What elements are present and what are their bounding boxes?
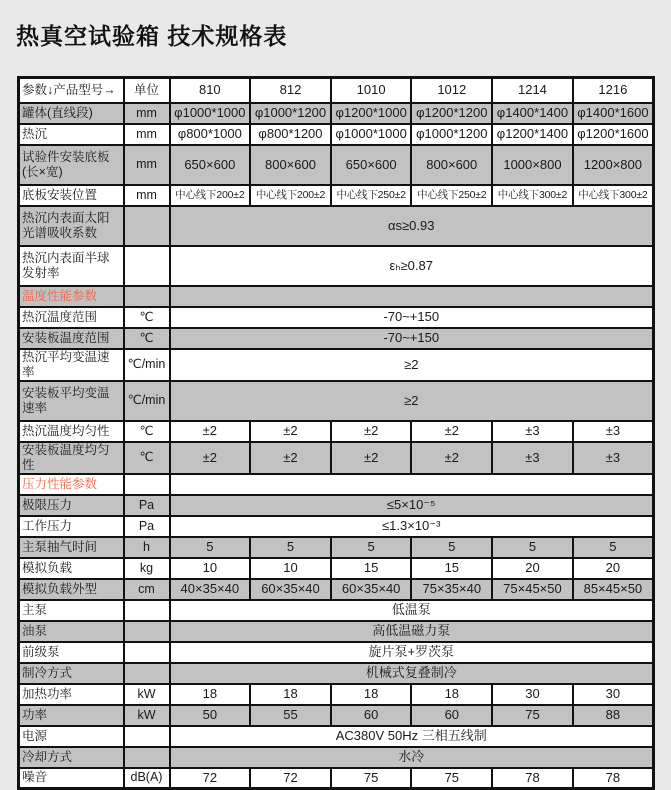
- value-cell: φ1000*1200: [250, 103, 331, 124]
- param-label-cell: 热沉平均变温速率: [19, 349, 124, 381]
- span-value-cell: εₕ≥0.87: [170, 246, 654, 286]
- value-cell: 75×35×40: [411, 579, 492, 600]
- value-cell: 55: [250, 705, 331, 726]
- table-row: [19, 474, 654, 495]
- unit-cell: h: [124, 537, 170, 558]
- value-cell: 85×45×50: [573, 579, 654, 600]
- section-label-cell: 压力性能参数: [19, 474, 124, 495]
- unit-cell: dB(A): [124, 768, 170, 789]
- span-value-cell: 高低温磁力泵: [170, 621, 654, 642]
- value-cell: φ1400*1400: [492, 103, 573, 124]
- table-row: [19, 600, 654, 621]
- value-cell: 75×45×50: [492, 579, 573, 600]
- spec-table: [17, 76, 655, 790]
- table-row: [19, 124, 654, 145]
- table-row: [19, 349, 654, 381]
- value-cell: 78: [573, 768, 654, 789]
- value-cell: 75: [492, 705, 573, 726]
- table-row: [19, 442, 654, 474]
- value-cell: 60×35×40: [250, 579, 331, 600]
- value-cell: 1000×800: [492, 145, 573, 185]
- table-row: [19, 421, 654, 442]
- table-row: [19, 328, 654, 349]
- value-cell: 中心线下250±2: [331, 185, 412, 206]
- param-label-cell: 噪音: [19, 768, 124, 789]
- param-label-cell: 热沉: [19, 124, 124, 145]
- value-cell: φ1000*1200: [411, 124, 492, 145]
- value-cell: φ800*1000: [170, 124, 251, 145]
- value-cell: 10: [170, 558, 251, 579]
- param-label-cell: 加热功率: [19, 684, 124, 705]
- table-row: [19, 558, 654, 579]
- model-header-cell: 1012: [411, 78, 492, 103]
- span-value-cell: -70~+150: [170, 328, 654, 349]
- unit-cell: kg: [124, 558, 170, 579]
- value-cell: φ1200*1400: [492, 124, 573, 145]
- table-row: [19, 103, 654, 124]
- value-cell: 20: [573, 558, 654, 579]
- value-cell: 30: [573, 684, 654, 705]
- table-row: [19, 307, 654, 328]
- model-header-cell: 812: [250, 78, 331, 103]
- param-label-cell: 前级泵: [19, 642, 124, 663]
- value-cell: 18: [250, 684, 331, 705]
- value-cell: 15: [411, 558, 492, 579]
- table-row: [19, 381, 654, 421]
- value-cell: 15: [331, 558, 412, 579]
- span-value-cell: AC380V 50Hz 三相五线制: [170, 726, 654, 747]
- param-label-cell: 安装板平均变温速率: [19, 381, 124, 421]
- table-row: [19, 642, 654, 663]
- value-cell: 72: [170, 768, 251, 789]
- value-cell: 5: [411, 537, 492, 558]
- param-label-cell: 极限压力: [19, 495, 124, 516]
- value-cell: 650×600: [331, 145, 412, 185]
- value-cell: 1200×800: [573, 145, 654, 185]
- value-cell: 中心线下250±2: [411, 185, 492, 206]
- value-cell: 10: [250, 558, 331, 579]
- value-cell: ±2: [331, 421, 412, 442]
- model-header-cell: 1214: [492, 78, 573, 103]
- spec-table-body: [19, 103, 654, 789]
- value-cell: ±2: [170, 442, 251, 474]
- param-label-cell: 底板安装位置: [19, 185, 124, 206]
- value-cell: 60: [331, 705, 412, 726]
- unit-cell: [124, 747, 170, 768]
- value-cell: 5: [492, 537, 573, 558]
- unit-cell: [124, 286, 170, 307]
- value-cell: 72: [250, 768, 331, 789]
- value-cell: 5: [573, 537, 654, 558]
- value-cell: 中心线下200±2: [170, 185, 251, 206]
- param-header-cell: 参数↓产品型号→: [19, 78, 124, 103]
- value-cell: 650×600: [170, 145, 251, 185]
- unit-cell: [124, 474, 170, 495]
- value-cell: 中心线下300±2: [573, 185, 654, 206]
- param-label-cell: 主泵抽气时间: [19, 537, 124, 558]
- unit-cell: Pa: [124, 495, 170, 516]
- table-row: [19, 684, 654, 705]
- value-cell: 18: [331, 684, 412, 705]
- value-cell: 18: [170, 684, 251, 705]
- span-value-cell: -70~+150: [170, 307, 654, 328]
- table-row: [19, 286, 654, 307]
- table-row: [19, 516, 654, 537]
- param-label-cell: 安装板温度范围: [19, 328, 124, 349]
- value-cell: ±2: [170, 421, 251, 442]
- value-cell: 20: [492, 558, 573, 579]
- param-label-cell: 热沉内表面半球发射率: [19, 246, 124, 286]
- table-row: [19, 246, 654, 286]
- unit-cell: [124, 642, 170, 663]
- value-cell: 5: [331, 537, 412, 558]
- param-label-cell: 热沉内表面太阳光谱吸收系数: [19, 206, 124, 246]
- table-row: [19, 145, 654, 185]
- value-cell: φ800*1200: [250, 124, 331, 145]
- table-row: [19, 621, 654, 642]
- span-value-cell: 机械式复叠制冷: [170, 663, 654, 684]
- page-title: 热真空试验箱 技术规格表: [16, 23, 288, 49]
- spec-table-header: [19, 78, 654, 103]
- table-row: [19, 495, 654, 516]
- value-cell: 18: [411, 684, 492, 705]
- value-cell: 78: [492, 768, 573, 789]
- unit-header-cell: 单位: [124, 78, 170, 103]
- value-cell: ±2: [411, 442, 492, 474]
- unit-cell: [124, 726, 170, 747]
- table-row: [19, 747, 654, 768]
- unit-cell: mm: [124, 145, 170, 185]
- table-row: [19, 537, 654, 558]
- table-row: [19, 579, 654, 600]
- unit-cell: ℃: [124, 442, 170, 474]
- span-value-cell: 旋片泵+罗茨泵: [170, 642, 654, 663]
- param-label-cell: 电源: [19, 726, 124, 747]
- value-cell: 75: [411, 768, 492, 789]
- unit-cell: cm: [124, 579, 170, 600]
- value-cell: 5: [250, 537, 331, 558]
- table-row: [19, 663, 654, 684]
- param-label-cell: 模拟负载: [19, 558, 124, 579]
- unit-cell: Pa: [124, 516, 170, 537]
- model-header-cell: 1216: [573, 78, 654, 103]
- unit-cell: mm: [124, 185, 170, 206]
- unit-cell: mm: [124, 103, 170, 124]
- unit-cell: mm: [124, 124, 170, 145]
- unit-cell: ℃: [124, 307, 170, 328]
- header-row: [19, 78, 654, 103]
- section-span-cell: [170, 474, 654, 495]
- table-row: [19, 705, 654, 726]
- value-cell: φ1000*1000: [170, 103, 251, 124]
- param-label-cell: 安装板温度均匀性: [19, 442, 124, 474]
- model-header-cell: 810: [170, 78, 251, 103]
- value-cell: ±2: [411, 421, 492, 442]
- span-value-cell: 水冷: [170, 747, 654, 768]
- value-cell: 30: [492, 684, 573, 705]
- value-cell: 40×35×40: [170, 579, 251, 600]
- span-value-cell: ≤1.3×10⁻³: [170, 516, 654, 537]
- value-cell: φ1200*1600: [573, 124, 654, 145]
- unit-cell: ℃: [124, 421, 170, 442]
- span-value-cell: ≥2: [170, 381, 654, 421]
- value-cell: ±2: [331, 442, 412, 474]
- unit-cell: ℃: [124, 328, 170, 349]
- value-cell: 800×600: [250, 145, 331, 185]
- value-cell: ±2: [250, 421, 331, 442]
- table-row: [19, 185, 654, 206]
- span-value-cell: 低温泵: [170, 600, 654, 621]
- table-row: [19, 206, 654, 246]
- value-cell: φ1400*1600: [573, 103, 654, 124]
- value-cell: ±2: [250, 442, 331, 474]
- unit-cell: ℃/min: [124, 381, 170, 421]
- value-cell: ±3: [492, 442, 573, 474]
- param-label-cell: 功率: [19, 705, 124, 726]
- param-label-cell: 工作压力: [19, 516, 124, 537]
- section-label-cell: 温度性能参数: [19, 286, 124, 307]
- param-label-cell: 试验件安装底板(长×宽): [19, 145, 124, 185]
- value-cell: φ1000*1000: [331, 124, 412, 145]
- unit-cell: [124, 621, 170, 642]
- param-label-cell: 制冷方式: [19, 663, 124, 684]
- param-label-cell: 冷却方式: [19, 747, 124, 768]
- unit-cell: ℃/min: [124, 349, 170, 381]
- param-label-cell: 热沉温度均匀性: [19, 421, 124, 442]
- value-cell: 中心线下200±2: [250, 185, 331, 206]
- param-label-cell: 热沉温度范围: [19, 307, 124, 328]
- value-cell: 800×600: [411, 145, 492, 185]
- param-label-cell: 模拟负载外型: [19, 579, 124, 600]
- unit-cell: [124, 246, 170, 286]
- span-value-cell: αs≥0.93: [170, 206, 654, 246]
- section-span-cell: [170, 286, 654, 307]
- span-value-cell: ≤5×10⁻⁵: [170, 495, 654, 516]
- value-cell: ±3: [492, 421, 573, 442]
- span-value-cell: ≥2: [170, 349, 654, 381]
- param-label-cell: 油泵: [19, 621, 124, 642]
- value-cell: 50: [170, 705, 251, 726]
- value-cell: ±3: [573, 421, 654, 442]
- value-cell: 75: [331, 768, 412, 789]
- value-cell: 88: [573, 705, 654, 726]
- table-row: [19, 726, 654, 747]
- value-cell: 60: [411, 705, 492, 726]
- unit-cell: [124, 600, 170, 621]
- value-cell: φ1200*1000: [331, 103, 412, 124]
- unit-cell: kW: [124, 684, 170, 705]
- unit-cell: kW: [124, 705, 170, 726]
- value-cell: 5: [170, 537, 251, 558]
- model-header-cell: 1010: [331, 78, 412, 103]
- param-label-cell: 罐体(直线段): [19, 103, 124, 124]
- value-cell: ±3: [573, 442, 654, 474]
- value-cell: φ1200*1200: [411, 103, 492, 124]
- unit-cell: [124, 663, 170, 684]
- param-label-cell: 主泵: [19, 600, 124, 621]
- table-row: [19, 768, 654, 789]
- value-cell: 60×35×40: [331, 579, 412, 600]
- unit-cell: [124, 206, 170, 246]
- value-cell: 中心线下300±2: [492, 185, 573, 206]
